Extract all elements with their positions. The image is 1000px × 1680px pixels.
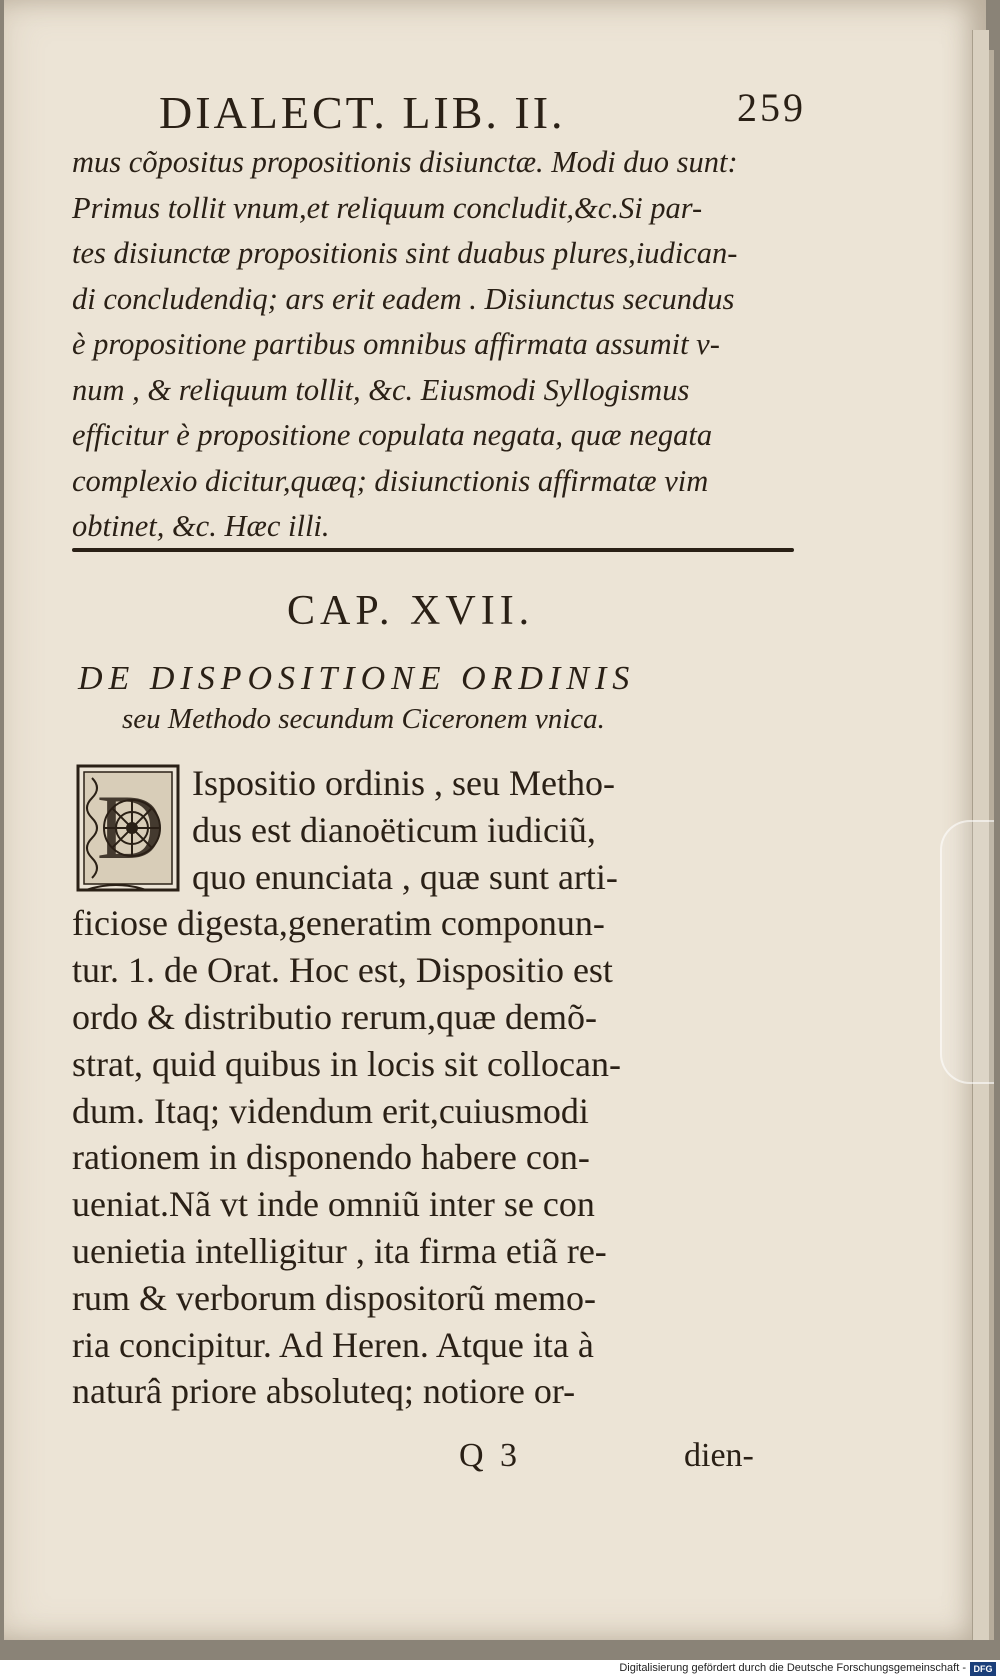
text-line: complexio dicitur,quæq; disiunctionis affirmatæ vim (72, 463, 709, 498)
text-line: ordo & distributio rerum,quæ demõ- (72, 996, 597, 1037)
text-line: Ispositio ordinis , seu Metho- (192, 763, 615, 803)
text-line: ficiose digesta,generatim componun- (72, 903, 605, 944)
text-line: dum. Itaq; videndum erit,cuiusmodi (72, 1090, 589, 1131)
text-line: num , & reliquum tollit, &c. Eiusmodi Syllogismus (72, 372, 690, 407)
text-line: uenietia intelligitur , ita firma etiã re- (72, 1230, 607, 1271)
text-line: Primus tollit vnum,et reliquum concludit,&c.Si par- (72, 190, 703, 225)
text-line: obtinet, &c. Hæc illi. (72, 509, 330, 543)
text-line: ria concipitur. Ad Heren. Atque ita à (72, 1324, 594, 1365)
page-number: 259 (737, 85, 806, 130)
text-line: di concludendiq; ars erit eadem . Disiunctus secundus (72, 281, 735, 316)
running-head-title: DIALECT. LIB. II. (159, 87, 566, 138)
text-line: efficitur è propositione copulata negata, quæ negata (72, 418, 713, 452)
page-clip (940, 820, 994, 1084)
footer-bar (0, 1660, 1000, 1680)
chapter-heading: DE DISPOSITIONE ORDINIS (78, 660, 636, 697)
text-line: strat, quid quibus in locis sit collocan- (72, 1043, 621, 1084)
book-page (4, 0, 986, 1640)
chapter-subheading: seu Methodo secundum Ciceronem vnica. (122, 703, 605, 735)
initial-letter: D (96, 776, 164, 878)
continued-paragraph (72, 140, 807, 550)
text-line: dus est dianoëticum iudiciũ, (192, 809, 596, 850)
text-line: rationem in disponendo habere con- (72, 1137, 590, 1178)
signature-mark: Q 3 (459, 1437, 522, 1474)
text-line: naturâ priore absoluteq; notiore or- (72, 1371, 576, 1412)
text-line: è propositione partibus omnibus affirmata assumit v- (72, 327, 720, 361)
body-text (72, 760, 807, 1415)
chapter-number: CAP. XVII. (287, 588, 535, 634)
dfg-logo-icon: DFG (970, 1662, 996, 1676)
funding-credit: Digitalisierung gefördert durch die Deutsche Forschungsgemeinschaft - (619, 1662, 966, 1674)
text-line: mus cõpositus propositionis disiunctæ. Modi duo sunt: (72, 145, 738, 179)
text-line: rum & verborum dispositorũ memo- (72, 1277, 596, 1318)
text-line: ueniat.Nã vt inde omniũ inter se con (72, 1184, 595, 1225)
text-line: quo enunciata , quæ sunt arti- (192, 856, 618, 897)
catchword: dien- (684, 1437, 754, 1474)
text-line: tes disiunctæ propositionis sint duabus plures,iudican- (72, 236, 738, 270)
section-rule (72, 548, 794, 552)
text-line: tur. 1. de Orat. Hoc est, Dispositio est (72, 950, 613, 991)
